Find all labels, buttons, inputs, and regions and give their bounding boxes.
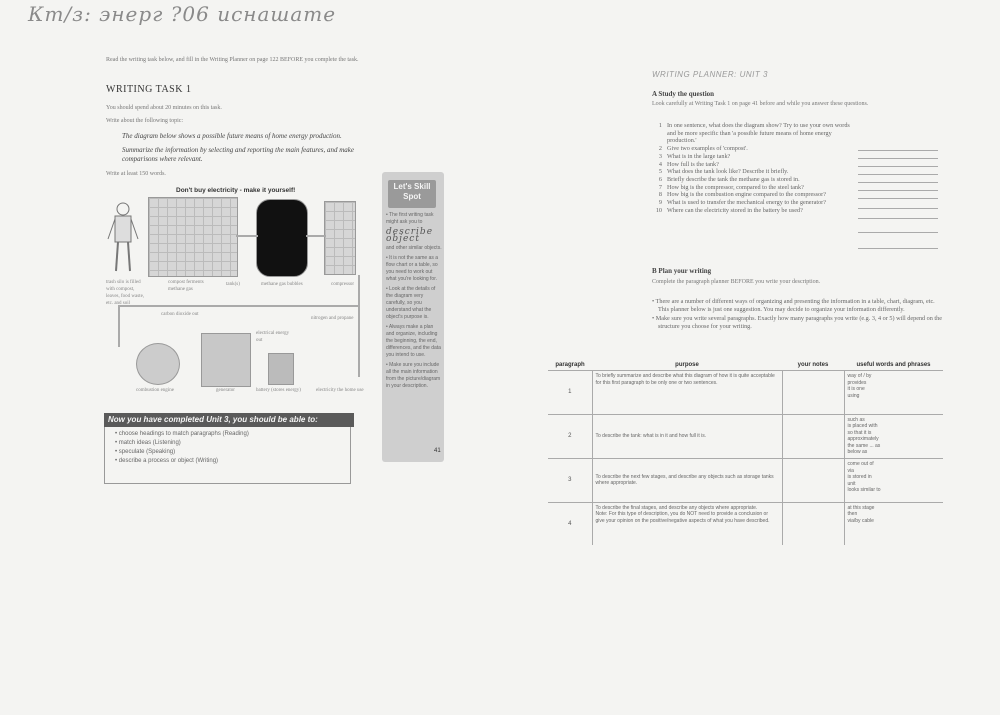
- label-combustion: combustion engine: [136, 388, 174, 393]
- paragraph-planner-table: [548, 360, 943, 545]
- question-item: 8 How big is the combustion engine compared to the compressor?: [658, 191, 826, 199]
- label-silo: trash silo is filled with compost, leaves, food waste, etc. and soil: [106, 280, 145, 306]
- section-b-title: B Plan your writing: [652, 267, 712, 275]
- question-item: 3 What is in the large tank?: [658, 152, 731, 160]
- methane-tank: [256, 199, 308, 277]
- table-row: 3 To describe the next few stages, and describe any objects such as storage tanks where appropriate. come out of via is stored in unit looks similar to: [548, 459, 943, 502]
- label-gas-pipe: nitrogen and propane: [311, 316, 354, 321]
- handwritten-note: Кт/з: энерг ?06 иснашате: [28, 2, 337, 26]
- answer-line[interactable]: [858, 174, 938, 175]
- label-battery: battery (stores energy): [256, 388, 301, 393]
- section-b-bullets: [652, 298, 942, 332]
- label-home: electricity the home use: [316, 388, 364, 393]
- question-item: 2 Give two examples of 'compost'.: [658, 145, 748, 153]
- question-item: 6 Briefly describe the tank the methane gas is stored in.: [658, 175, 800, 183]
- table-row: 2 To describe the tank: what is in it and how full it is. such as is placed with so that it is approximately the same ... as below as: [548, 414, 943, 458]
- header-notes: your notes: [797, 362, 829, 369]
- section-b-instruction: Complete the paragraph planner BEFORE you write your description.: [652, 279, 821, 285]
- answer-line[interactable]: [858, 208, 938, 209]
- label-electrical: electrical energy out: [256, 331, 290, 343]
- question-list: [652, 122, 852, 214]
- skill-spot-box: [382, 172, 444, 462]
- answer-line[interactable]: [858, 190, 938, 191]
- completed-item: • choose headings to match paragraphs (Reading): [115, 431, 249, 437]
- question-item: 4 How full is the tank?: [658, 160, 719, 168]
- table-row: 1 To briefly summarize and describe what this diagram of how it is quite acceptable for this first paragraph to be only one or two sentences. way of / by provides it is one using: [548, 371, 943, 414]
- answer-line[interactable]: [858, 232, 938, 233]
- question-item: 5 What does the tank look like? Describe it briefly.: [658, 168, 789, 176]
- bullet-2: • Make sure you write several paragraphs. Exactly how many paragraphs you write (e.g. 3, 4 or 5) will depend on the structure you choose for your writing.: [652, 315, 942, 330]
- label-compressor: compressor: [331, 282, 355, 287]
- skill-spot-item: • Always make a plan and organize, including the beginning, the end, differences, and the data you intend to use.: [386, 324, 441, 358]
- battery-unit: [268, 353, 294, 385]
- skill-spot-item: and other similar objects.: [386, 245, 442, 251]
- skill-spot-title: Let's Skill Spot: [388, 180, 436, 208]
- label-methane: methane gas bubbles: [261, 282, 303, 287]
- task-title: WRITING TASK 1: [106, 84, 192, 95]
- section-a-title: A Study the question: [652, 90, 715, 98]
- answer-line[interactable]: [858, 166, 938, 167]
- page-number: 41: [434, 448, 441, 454]
- label-compost: compost ferments methane gas: [168, 280, 204, 292]
- notes-cell[interactable]: [782, 459, 844, 502]
- question-item: 9 What is used to transfer the mechanical energy to the generator?: [658, 199, 826, 207]
- completed-banner: Now you have completed Unit 3, you should be able to:: [104, 413, 354, 427]
- notes-cell[interactable]: [782, 414, 844, 458]
- prompt-line-1: The diagram below shows a possible future means of home energy production.: [122, 132, 342, 140]
- worker-figure-icon: [106, 201, 140, 275]
- intro-text: Read the writing task below, and fill in the Writing Planner on page 122 BEFORE you complete the task.: [106, 57, 359, 63]
- label-tank: tank(s): [226, 282, 240, 287]
- answer-line[interactable]: [858, 182, 938, 183]
- question-item: 7 How big is the compressor, compared to the steel tank?: [658, 183, 804, 191]
- answer-line[interactable]: [858, 198, 938, 199]
- header-purpose: purpose: [675, 362, 699, 369]
- label-generator: generator: [216, 388, 235, 393]
- label-dioxide: carbon dioxide out: [161, 312, 199, 317]
- generator-unit: [201, 333, 251, 387]
- notes-cell[interactable]: [782, 371, 844, 414]
- table-row: 4 To describe the final stages, and describe any objects where appropriate. Note: For this type of description, you do NOT need to provide a conclusion or give your opinion on the positive/negative aspects of what you have described. at this stage then via/by cable: [548, 502, 943, 545]
- energy-diagram: [106, 185, 371, 397]
- question-item: 1 In one sentence, what does the diagram show? Try to use your own words and be more specific than 'a possible future means of home energy production.': [658, 122, 850, 145]
- handwritten-side-note: describe object: [386, 227, 434, 244]
- diagram-title: Don't buy electricity - make it yourself!: [176, 187, 296, 194]
- header-phrases: useful words and phrases: [856, 362, 931, 369]
- combustion-engine: [136, 343, 180, 385]
- skill-spot-list: [386, 212, 442, 393]
- notes-cell[interactable]: [782, 502, 844, 545]
- skill-spot-item: • Look at the details of the diagram very carefully, so you understand what the object's purpose is.: [386, 286, 436, 320]
- answer-line[interactable]: [858, 218, 938, 219]
- prompt-line-2: Summarize the information by selecting and reporting the main features, and make comparisons where relevant.: [122, 146, 355, 163]
- answer-line[interactable]: [858, 150, 938, 151]
- answer-line[interactable]: [858, 158, 938, 159]
- spend-text: You should spend about 20 minutes on this task.: [106, 105, 222, 111]
- compost-silo: [148, 197, 238, 277]
- section-a-instruction: Look carefully at Writing Task 1 on page 41 before and while you answer these questions.: [652, 101, 869, 107]
- header-paragraph: paragraph: [555, 362, 585, 369]
- planner-title: WRITING PLANNER: UNIT 3: [652, 70, 768, 79]
- completed-item: • match ideas (Listening): [115, 440, 181, 446]
- completed-item: • describe a process or object (Writing): [115, 458, 219, 464]
- write-about-text: Write about the following topic:: [106, 118, 184, 124]
- question-item: 10 Where can the electricity stored in the battery be used?: [655, 206, 803, 214]
- completed-box: [104, 427, 351, 484]
- compressor-unit: [324, 201, 356, 275]
- completed-item: • speculate (Speaking): [115, 449, 176, 455]
- word-count-text: Write at least 150 words.: [106, 171, 166, 177]
- skill-spot-item: • Make sure you include all the main information from the picture/diagram in your description.: [386, 362, 441, 389]
- bullet-1: • There are a number of different ways of organizing and presenting the information in a table, chart, diagram, etc. This planner below is just one suggestion. You may decide to organize your information differently.: [652, 298, 935, 313]
- answer-line[interactable]: [858, 248, 938, 249]
- skill-spot-item: • The first writing task might ask you to: [386, 212, 434, 225]
- skill-spot-item: • It is not the same as a flow chart or a table, so you need to work out what you're looking for.: [386, 255, 439, 282]
